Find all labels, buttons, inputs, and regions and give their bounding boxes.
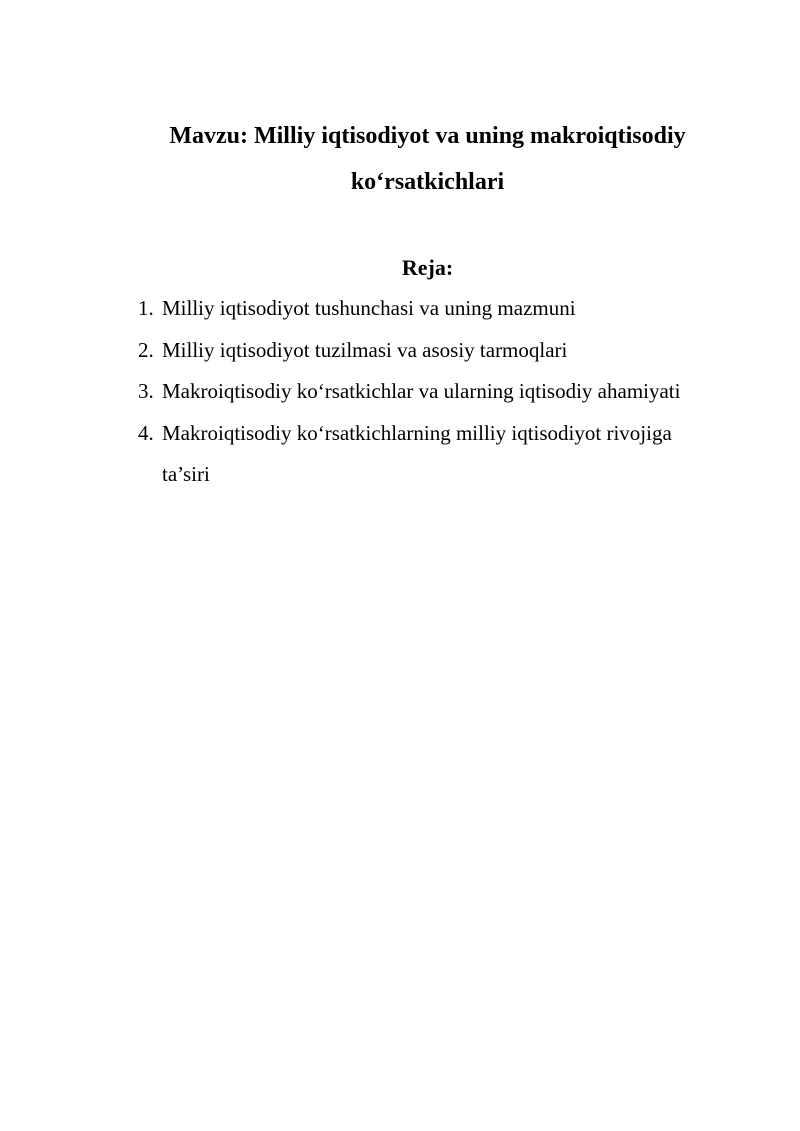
plan-item-text: Milliy iqtisodiyot tushunchasi va uning mazmuni (162, 296, 576, 320)
plan-item-number: 4. (138, 420, 154, 445)
plan-item-text: Makroiqtisodiy ko‘rsatkichlar va ularning iqtisodiy ahamiyati (162, 379, 681, 403)
plan-item (138, 330, 698, 372)
plan-item-number: 2. (138, 337, 154, 362)
plan-item-number: 3. (138, 379, 154, 403)
plan-heading: Reja: (401, 255, 454, 280)
plan-item (138, 371, 698, 413)
plan-item-text: Milliy iqtisodiyot tuzilmasi va asosiy tarmoqlari (162, 337, 568, 362)
plan-item (138, 288, 698, 330)
plan-item-text: Makroiqtisodiy ko‘rsatkichlarning milliy iqtisodiyot rivojiga ta’siri (162, 420, 672, 486)
plan-item (138, 413, 698, 496)
document-title: Mavzu: Milliy iqtisodiyot va uning makroiqtisodiy ko‘rsatkichlari (169, 123, 686, 195)
plan-list (138, 288, 698, 496)
plan-item-number: 1. (138, 296, 154, 320)
